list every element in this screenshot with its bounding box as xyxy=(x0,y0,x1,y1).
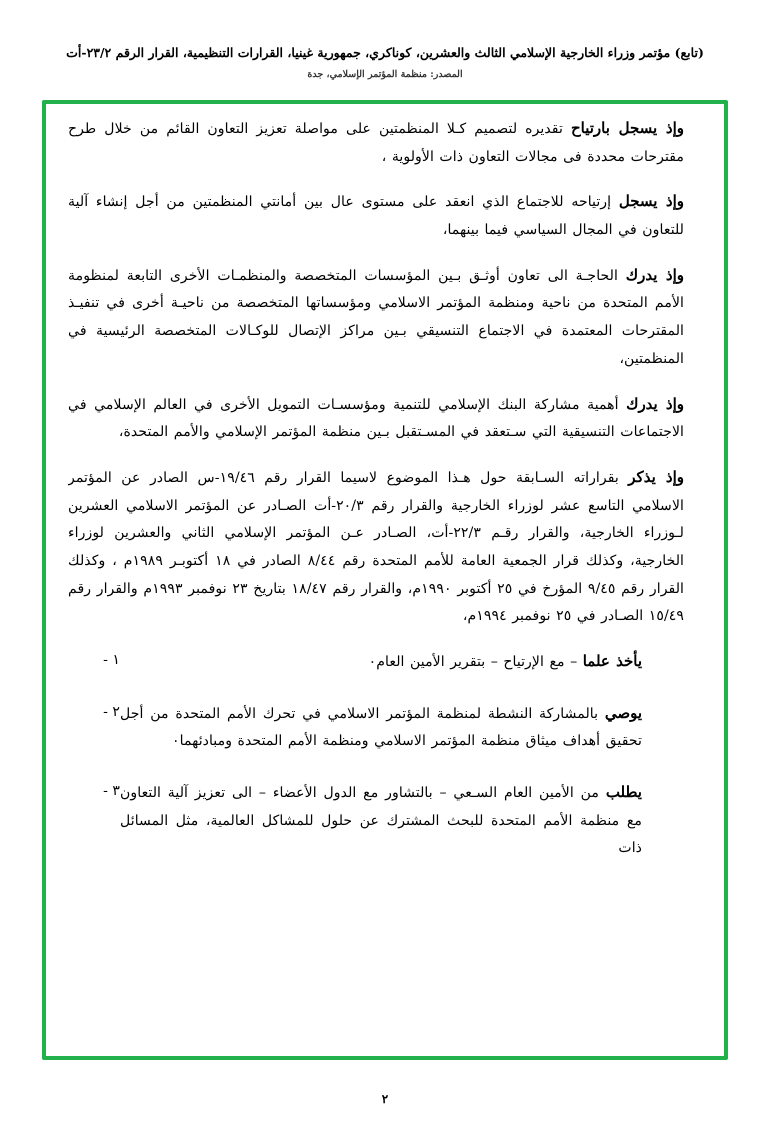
paragraph-lead: وإذ يذكر xyxy=(628,467,685,486)
page-number: ٢ xyxy=(381,1092,389,1106)
header-source-value: منظمة المؤتمر الإسلامي، جدة xyxy=(307,68,427,80)
clause-text xyxy=(120,778,642,863)
paragraph-lead: وإذ يسجل بارتياح xyxy=(570,119,684,137)
clause-lead: يطلب xyxy=(605,783,642,802)
clause-item xyxy=(68,778,702,863)
paragraph xyxy=(68,463,702,631)
clause-number: ٣ - xyxy=(103,783,120,800)
green-border-frame xyxy=(42,100,728,1060)
clause-body-text: من الأمين العام السـعي – بالتشاور مع الدول الأعضاء – الى تعزيز آلية التعاون مع منظمة الأمم المتحدة للبحث المشترك عن حلول للمشاكل العالمية، مثل المسائل ذات xyxy=(120,785,642,857)
header-source-label: المصدر: xyxy=(430,68,463,80)
clause-number: ١ - xyxy=(103,652,120,668)
clause-body-text: – مع الإرتياح – بتقرير الأمين العام٠ xyxy=(368,654,583,670)
clause-item xyxy=(68,647,702,677)
clause-text xyxy=(120,647,642,677)
clause-text xyxy=(120,699,642,756)
paragraph xyxy=(68,187,702,244)
paragraph-lead: وإذ يدرك xyxy=(625,265,684,284)
header-title: (تابع) مؤتمر وزراء الخارجية الإسلامي الثالث والعشرين، كوناكري، جمهورية غينيا، القرارات التنظيمية، القرار الرقم ٢٣/٢-أت xyxy=(66,45,704,60)
clause-lead: يأخذ علما xyxy=(582,652,642,670)
clause-number: ٢ - xyxy=(103,703,120,720)
clause-body-text: بالمشاركة النشطة لمنظمة المؤتمر الاسلامي في تحرك الأمم المتحدة من أجل تحقيق أهداف ميثاق منظمة المؤتمر الاسلامي ومنظمة الأمم المتحدة ومبادئهما٠ xyxy=(120,705,642,750)
paragraph-text: إرتياحه للاجتماع الذي انعقد على مستوى عال بين أمانتي المنظمتين من أجل إنشاء آلية للتعاون في المجال السياسي فيما بينهما، xyxy=(68,194,684,239)
paragraph xyxy=(68,261,702,374)
clause-item xyxy=(68,699,702,756)
paragraph-lead: وإذ يدرك xyxy=(626,394,685,413)
paragraph xyxy=(68,390,702,447)
paragraph-text: بقراراته السـابقة حول هـذا الموضوع لاسيما القرار رقم ١٩/٤٦-س الصادر عن المؤتمر الاسلامي التاسع عشر لوزراء الخارجية والقرار رقم ٢٠/٣-أت الصـادر عن المؤتمر الاسلامي العشرين لـوزراء الخارجية، والقرار رقـم ٢٢/٣-أت، الصـادر عـن المؤتمر الإسلامي الثاني والعشرين لوزراء الخارجية، وكذلك قرار الجمعية العامة للأمم المتحدة رقم ٨/٤٤ الصادر في ١٨ أكتوبـر ١٩٨٩م ، وكذلك القرار رقم ٩/٤٥ المؤرخ في ٢٥ أكتوبر ١٩٩٠م، والقرار رقم ١٨/٤٧ بتاريخ ٢٣ نوفمبر ١٩٩٣م والقرار رقم ١٥/٤٩ الصـادر في ٢٥ نوفمبر ١٩٩٤م، xyxy=(68,469,684,625)
document-body xyxy=(68,114,702,1050)
paragraph-text: تقديره لتصميم كـلا المنظمتين على مواصلة تعزيز التعاون القائم من خلال طرح مقترحات محددة فى مجالات التعاون ذات الأولوية ، xyxy=(68,121,684,165)
document-header xyxy=(0,44,770,80)
clause-lead: يوصي xyxy=(604,703,642,722)
paragraph xyxy=(68,114,702,171)
paragraph-lead: وإذ يسجل xyxy=(618,192,684,211)
header-source xyxy=(0,69,770,80)
paragraph-text: أهمية مشاركة البنك الإسلامي للتنمية ومؤسسـات التمويل الأخرى في العالم الإسلامي في الاجتماعات التنسيقية التي سـتعقد في المسـتقبل بـين منظمة المؤتمر الإسلامي والأمم المتحدة، xyxy=(68,396,684,441)
paragraph-text: الحاجـة الى تعاون أوثـق بـين المؤسسات المتخصصة والمنظمـات الأخرى التابعة لمنظومة الأمم المتحدة من ناحية ومنظمة المؤتمر الاسلامي ومؤسساتها المتخصصة من ناحيـة أخرى في تنفيـذ المقترحات المعتمدة في الاجتماع التنسيقي بـين مراكز الإتصال للوكـالات المتخصصة الرئيسية في المنظمتين، xyxy=(68,267,684,367)
